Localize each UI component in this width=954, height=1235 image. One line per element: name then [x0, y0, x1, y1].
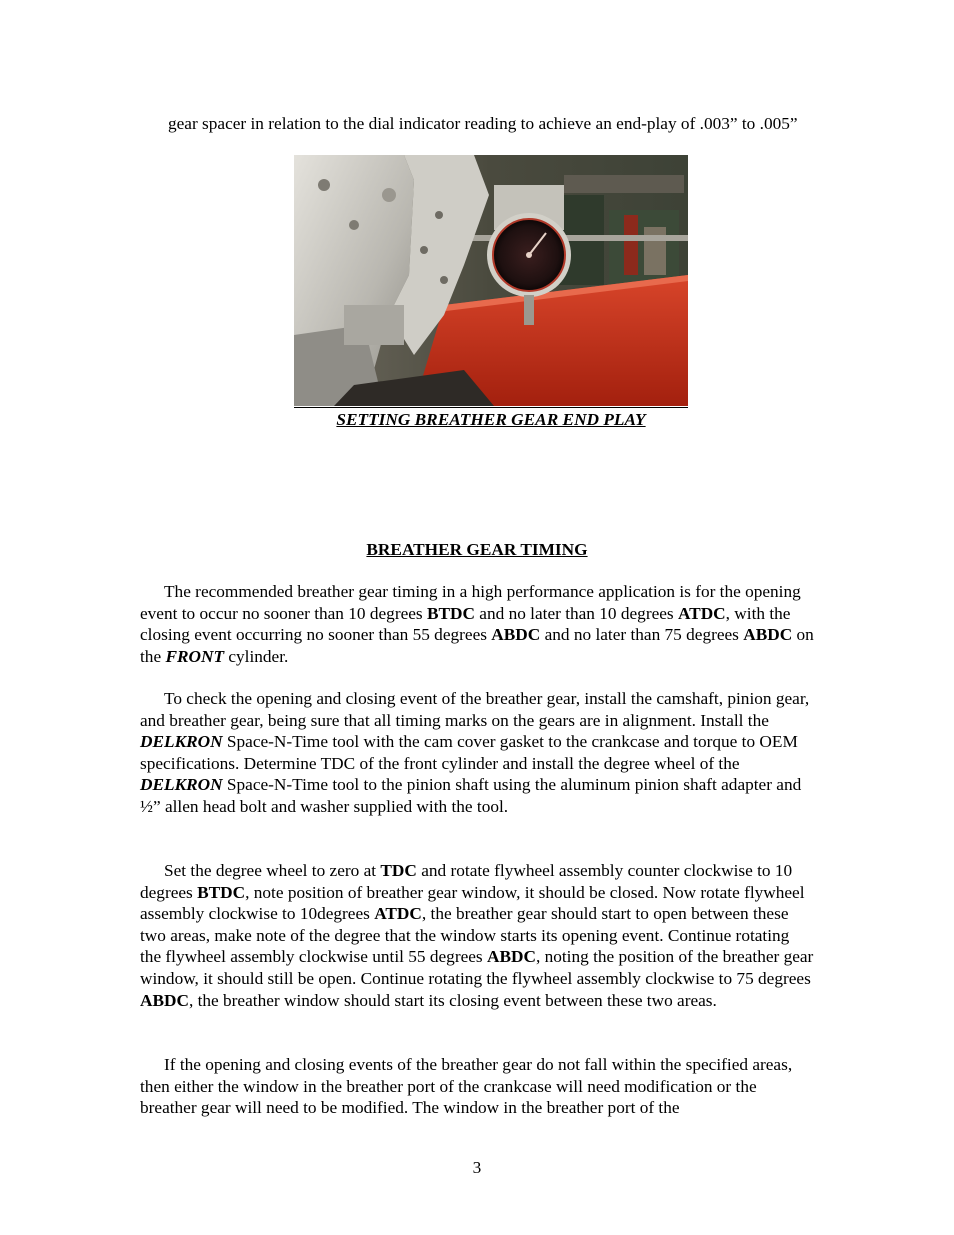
intro-text: gear spacer in relation to the dial indicator reading to achieve an end-play of .003” to .005”	[168, 114, 798, 133]
bold-term: ATDC	[374, 904, 422, 924]
section-heading: BREATHER GEAR TIMING	[366, 540, 588, 559]
dial-indicator-photo	[294, 155, 688, 406]
text-span: Space-N-Time tool with the cam cover gasket to the crankcase and torque to OEM specifications. Determine TDC of the front cylinder and install the degree wheel of the	[140, 732, 798, 773]
paragraph-modification: If the opening and closing events of the breather gear do not fall within the specified areas, then either the window in the breather port of the crankcase will need modification or the breather gear will need to be modified. The window in the breather port of the	[140, 1055, 793, 1118]
page-number: 3	[472, 1158, 482, 1177]
text-span: To check the opening and closing event of the breather gear, install the camshaft, pinion gear, and breather gear, being sure that all timing marks on the gears are in alignment. Install the	[140, 689, 810, 730]
text-span: and no later than 10 degrees	[474, 603, 678, 623]
text-span: , noting the position of the breather gear window, it should still be open. Continue rotating the flywheel assembly clockwise to 75 degrees	[140, 947, 814, 988]
text-span: , the breather gear should start to open between these two areas, make note of the degree that the window starts its opening event. Continue rotating the flywheel assembly clockwise until 55 degrees	[140, 904, 790, 967]
bold-term: BTDC	[197, 882, 246, 902]
bold-term: ABDC	[491, 625, 541, 645]
text-span: and no later than 75 degrees	[540, 625, 744, 645]
bold-term: ATDC	[677, 603, 726, 623]
paragraph-timing-spec	[140, 581, 814, 667]
bold-term: ABDC	[140, 990, 189, 1010]
paragraph-check-procedure	[140, 688, 814, 818]
text-span: Set the degree wheel to zero at	[164, 861, 381, 880]
text-span: on the	[140, 625, 814, 666]
text-span: , the breather window should start its closing event between these two areas.	[188, 990, 717, 1010]
text-span: The recommended breather gear timing in a high performance application is for the opening event to occur no sooner than 10 degrees	[140, 582, 801, 623]
bold-term: ABDC	[486, 947, 536, 967]
bold-term: ABDC	[743, 625, 793, 645]
figure-caption: SETTING BREATHER GEAR END PLAY	[336, 410, 646, 429]
text-span: , with the closing event occurring no sooner than 55 degrees	[140, 603, 791, 645]
text-span: Space-N-Time tool to the pinion shaft using the aluminum pinion shaft adapter and ½” allen head bolt and washer supplied with the tool.	[140, 775, 802, 816]
text-span: cylinder.	[224, 646, 289, 666]
figure-rule	[294, 407, 688, 408]
bold-italic-term: FRONT	[165, 646, 225, 666]
paragraph-degree-wheel	[140, 860, 814, 1011]
text-span: , note position of breather gear window, it should be closed. Now rotate flywheel assembly clockwise to 10degrees	[140, 882, 805, 924]
bold-term: BTDC	[426, 603, 475, 623]
text-span: and rotate flywheel assembly counter clockwise to 10 degrees	[140, 861, 793, 902]
photo-illustration	[294, 155, 688, 406]
bold-term: TDC	[380, 861, 417, 880]
brand-name: DELKRON	[140, 775, 223, 795]
brand-name: DELKRON	[140, 732, 223, 752]
